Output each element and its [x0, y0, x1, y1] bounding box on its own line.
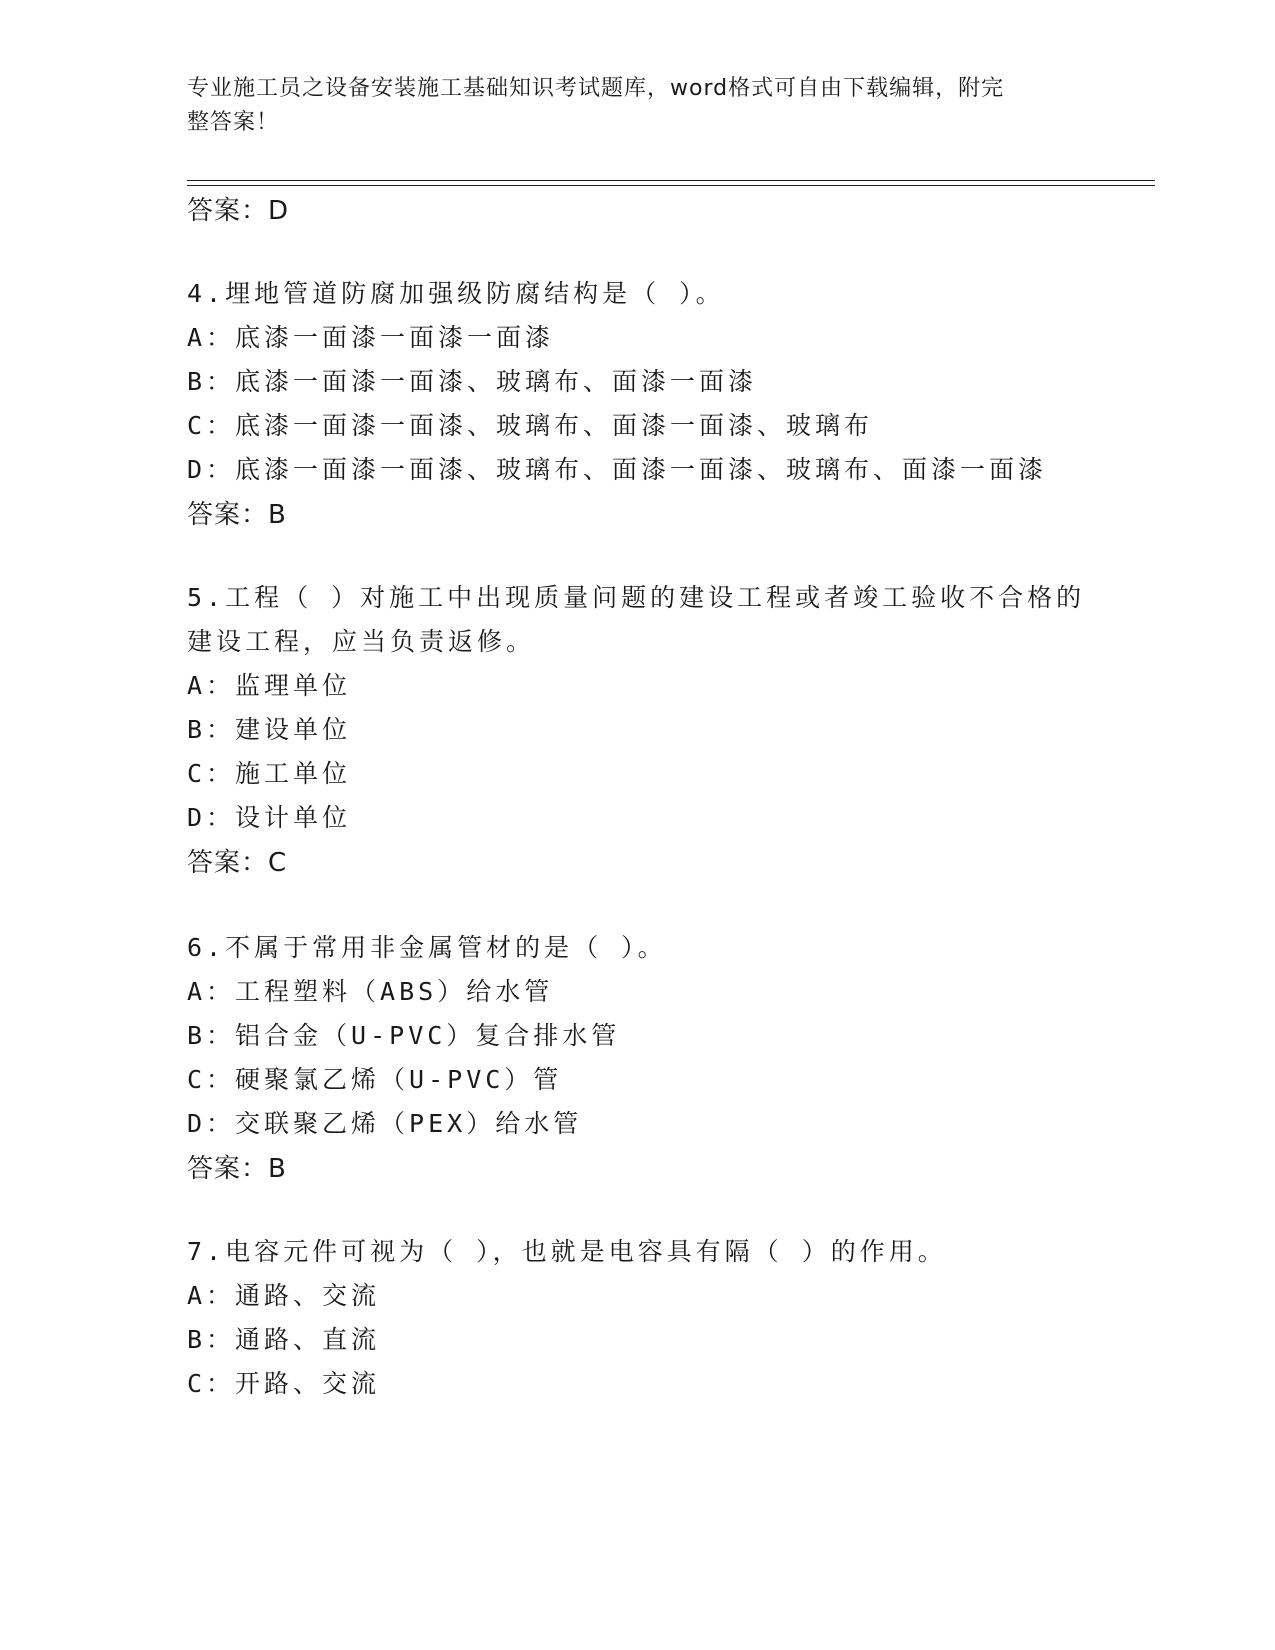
document-header — [187, 72, 1067, 140]
header-line-1: 专业施工员之设备安装施工基础知识考试题库，word格式可自由下载编辑，附完 — [187, 76, 1005, 101]
question-4-answer: 答案：B — [187, 500, 287, 530]
question-6-option-a: A：工程塑料（ABS）给水管 — [187, 977, 554, 1006]
header-divider-top — [187, 180, 1155, 181]
header-line-2: 整答案！ — [187, 110, 280, 135]
question-6-answer: 答案：B — [187, 1154, 287, 1184]
question-5-option-d: D：设计单位 — [187, 803, 352, 832]
question-7-option-a: A：通路、交流 — [187, 1281, 381, 1310]
question-6-option-b: B：铝合金（U-PVC）复合排水管 — [187, 1021, 621, 1050]
previous-answer: 答案：D — [187, 196, 290, 226]
question-6-option-c: C：硬聚氯乙烯（U-PVC）管 — [187, 1065, 563, 1094]
question-7-option-b: B：通路、直流 — [187, 1325, 381, 1354]
header-divider-bottom — [187, 185, 1155, 186]
question-7-stem: 7.电容元件可视为（ ），也就是电容具有隔（ ）的作用。 — [187, 1237, 947, 1266]
question-4-option-d: D：底漆一面漆一面漆、玻璃布、面漆一面漆、玻璃布、面漆一面漆 — [187, 455, 1048, 484]
question-6-stem: 6.不属于常用非金属管材的是（ ）。 — [187, 933, 667, 962]
question-4-stem: 4.埋地管道防腐加强级防腐结构是（ ）。 — [187, 279, 725, 308]
question-6-option-d: D：交联聚乙烯（PEX）给水管 — [187, 1109, 583, 1138]
question-4-option-c: C：底漆一面漆一面漆、玻璃布、面漆一面漆、玻璃布 — [187, 411, 874, 440]
question-7-option-c: C：开路、交流 — [187, 1369, 381, 1398]
question-5-option-b: B：建设单位 — [187, 715, 352, 744]
question-4-option-b: B：底漆一面漆一面漆、玻璃布、面漆一面漆 — [187, 367, 758, 396]
question-5-stem-line-1: 5.工程（ ）对施工中出现质量问题的建设工程或者竣工验收不合格的 — [187, 583, 1086, 612]
question-5-option-a: A：监理单位 — [187, 671, 352, 700]
question-4-option-a: A：底漆一面漆一面漆一面漆 — [187, 323, 555, 352]
question-5-answer: 答案：C — [187, 848, 288, 878]
question-5-option-c: C：施工单位 — [187, 759, 352, 788]
question-5-stem-line-2: 建设工程，应当负责返修。 — [187, 627, 536, 656]
